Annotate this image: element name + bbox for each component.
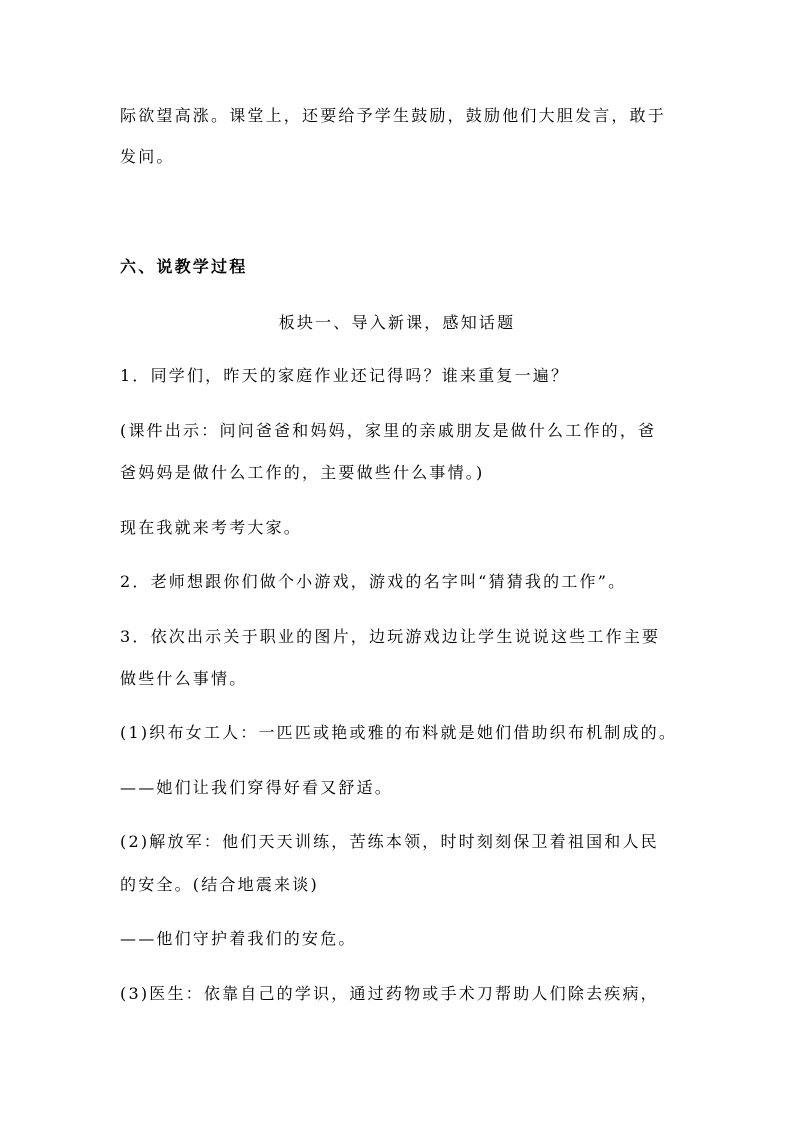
paragraph-line: 发问。	[120, 147, 175, 166]
paragraph-line: 3．依次出示关于职业的图片，边玩游戏边让学生说说这些工作主要	[120, 627, 661, 646]
paragraph-line: 爸妈妈是做什么工作的，主要做些什么事情。)	[120, 463, 485, 482]
paragraph-line: 的安全。(结合地震来谈)	[120, 875, 319, 894]
paragraph-line: (2)解放军：他们天天训练，苦练本领，时时刻刻保卫着祖国和人民	[120, 832, 659, 851]
paragraph-line: 现在我就来考考大家。	[120, 518, 303, 537]
block-title: 板块一、导入新课，感知话题	[278, 313, 516, 332]
paragraph-line: ——她们让我们穿得好看又舒适。	[120, 778, 394, 797]
paragraph-line: (课件出示：问问爸爸和妈妈，家里的亲戚朋友是做什么工作的，爸	[120, 421, 657, 440]
paragraph-line: 1．同学们，昨天的家庭作业还记得吗？谁来重复一遍？	[120, 366, 570, 385]
paragraph-line: 做些什么事情。	[120, 669, 248, 688]
paragraph-line: 际欲望高涨。课堂上，还要给予学生鼓励，鼓励他们大胆发言，敢于	[120, 106, 667, 125]
paragraph-line: ——他们守护着我们的安危。	[120, 929, 357, 948]
paragraph-line: (1)织布女工人：一匹匹或艳或雅的布料就是她们借助织布机制成的。	[120, 723, 678, 742]
section-heading: 六、说教学过程	[120, 257, 248, 276]
paragraph-line: (3)医生：依靠自己的学识，通过药物或手术刀帮助人们除去疾病，	[120, 984, 659, 1003]
paragraph-line: 2．老师想跟你们做个小游戏，游戏的名字叫“猜猜我的工作”。	[120, 572, 627, 591]
